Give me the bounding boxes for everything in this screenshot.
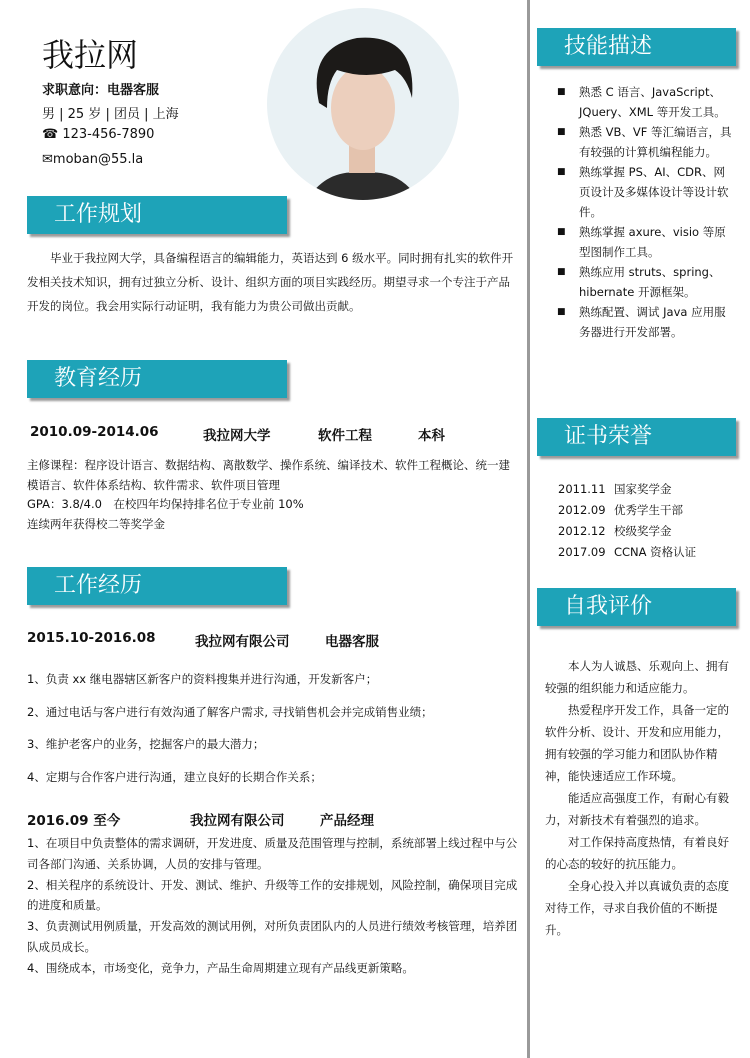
edu-major: 软件工程 <box>318 428 372 444</box>
section-header-skills: 技能描述 <box>537 28 736 66</box>
edu-degree: 本科 <box>418 428 445 444</box>
skill-item: ■ 熟练应用 struts、spring、hibernate 开源框架。 <box>557 262 735 302</box>
bullet-icon: ■ <box>557 127 566 137</box>
job-duties <box>27 663 519 793</box>
section-header-certificates: 证书荣誉 <box>537 418 736 456</box>
section-header-work-experience: 工作经历 <box>27 567 287 605</box>
cert-item: 2012.09 优秀学生干部 <box>558 503 683 517</box>
edu-school: 我拉网大学 <box>203 428 271 444</box>
email-address: moban@55.la <box>52 152 144 167</box>
skill-item: ■ 熟练配置、调试 Java 应用服务器进行开发部署。 <box>557 302 735 342</box>
basic-info: 男 | 25 岁 | 团员 | 上海 <box>42 107 179 122</box>
job-duty: 4、定期与合作客户进行沟通，建立良好的长期合作关系； <box>27 769 322 784</box>
section-header-self-evaluation: 自我评价 <box>537 588 736 626</box>
profile-photo <box>267 8 459 200</box>
work-plan-text: 毕业于我拉网大学，具备编程语言的编辑能力，英语达到 6 级水平。同时拥有扎实的软件开发相关技术知识，拥有过独立分析、设计、组织方面的项目实践经历。期望寻求一个专注于产品开发的岗位。我会用实际行动证明，我有能力为贵公司做出贡献。 <box>27 251 514 313</box>
job-date: 2016.09 至今 <box>27 813 121 829</box>
job-position: 产品经理 <box>320 813 374 829</box>
bullet-icon: ■ <box>557 267 566 277</box>
edu-date: 2010.09-2014.06 <box>30 424 159 440</box>
edu-courses: 主修课程：程序设计语言、数据结构、离散数学、操作系统、编译技术、软件工程概论、统一建模语言、软件体系结构、软件需求、软件项目管理 <box>27 458 510 492</box>
job-company: 我拉网有限公司 <box>195 634 290 650</box>
job-duty: 4、围绕成本，市场变化，竞争力，产品生命周期建立现有产品线更新策略。 <box>27 960 414 975</box>
section-header-work-plan: 工作规划 <box>27 196 287 234</box>
candidate-name: 我拉网 <box>42 36 139 74</box>
job-objective: 求职意向：电器客服 <box>42 83 160 98</box>
email-line <box>42 152 143 167</box>
bullet-icon: ■ <box>557 87 566 97</box>
edu-gpa: GPA：3.8/4.0 在校四年均保持排名位于专业前 10% <box>27 497 304 511</box>
skill-item: ■ 熟悉 VB、VF 等汇编语言，具有较强的计算机编程能力。 <box>557 122 735 162</box>
job-duty: 3、维护老客户的业务，挖掘客户的最大潜力； <box>27 737 265 751</box>
edu-details <box>27 456 519 534</box>
job-company: 我拉网有限公司 <box>190 813 285 829</box>
cert-item: 2017.09 CCNA 资格认证 <box>558 545 697 559</box>
skill-item: ■ 熟悉 C 语言、JavaScript、JQuery、XML 等开发工具。 <box>557 82 735 122</box>
self-paragraph: 能适应高强度工作，有耐心有毅力，对新技术有着强烈的追求。 <box>545 791 729 827</box>
cert-item: 2011.11 国家奖学金 <box>558 482 672 496</box>
email-icon: ✉ <box>42 152 53 167</box>
phone-number: 123-456-7890 <box>62 127 155 142</box>
self-paragraph: 本人为人诚恳、乐观向上、拥有较强的组织能力和适应能力。 <box>545 659 729 695</box>
job-duty: 3、负责测试用例质量，开发高效的测试用例，对所负责团队内的人员进行绩效考核管理，培养团队成员成长。 <box>27 919 518 954</box>
job-duty: 2、通过电话与客户进行有效沟通了解客户需求, 寻找销售机会并完成销售业绩； <box>27 704 433 719</box>
self-paragraph: 热爱程序开发工作，具备一定的软件分析、设计、开发和应用能力，拥有较强的学习能力和团队协作精神，能快速适应工作环境。 <box>545 703 729 783</box>
bullet-icon: ■ <box>557 167 566 177</box>
column-divider <box>527 0 530 1058</box>
cert-item: 2012.12 校级奖学金 <box>558 524 672 538</box>
edu-scholarship: 连续两年获得校二等奖学金 <box>27 516 165 531</box>
bullet-icon: ■ <box>557 307 566 317</box>
self-evaluation <box>545 655 730 941</box>
phone-line <box>42 127 154 142</box>
bullet-icon: ■ <box>557 227 566 237</box>
job-date: 2015.10-2016.08 <box>27 630 156 646</box>
job-duty: 1、在项目中负责整体的需求调研，开发进度、质量及范围管理与控制，系统部署上线过程中与公司各部门沟通、关系协调，人员的安排与管理。 <box>27 836 518 871</box>
section-header-education: 教育经历 <box>27 360 287 398</box>
self-paragraph: 对工作保持高度热情，有着良好的心态的较好的抗压能力。 <box>545 835 729 871</box>
self-paragraph: 全身心投入并以真诚负责的态度对待工作，寻求自我价值的不断提升。 <box>545 879 729 937</box>
job-duties <box>27 833 519 979</box>
phone-icon: ☎ <box>42 127 59 142</box>
job-duty: 2、相关程序的系统设计、开发、测试、维护、升级等工作的安排规划，风险控制，确保项目完成的进度和质量。 <box>27 877 518 913</box>
skill-item: ■ 熟练掌握 PS、AI、CDR、网页设计及多媒体设计等设计软件。 <box>557 162 735 222</box>
job-position: 电器客服 <box>325 634 379 650</box>
job-duty: 1、负责 xx 继电器辖区新客户的资料搜集并进行沟通，开发新客户； <box>27 672 378 686</box>
skill-item: ■ 熟练掌握 axure、visio 等原型图制作工具。 <box>557 222 735 262</box>
skills-list <box>557 82 735 342</box>
